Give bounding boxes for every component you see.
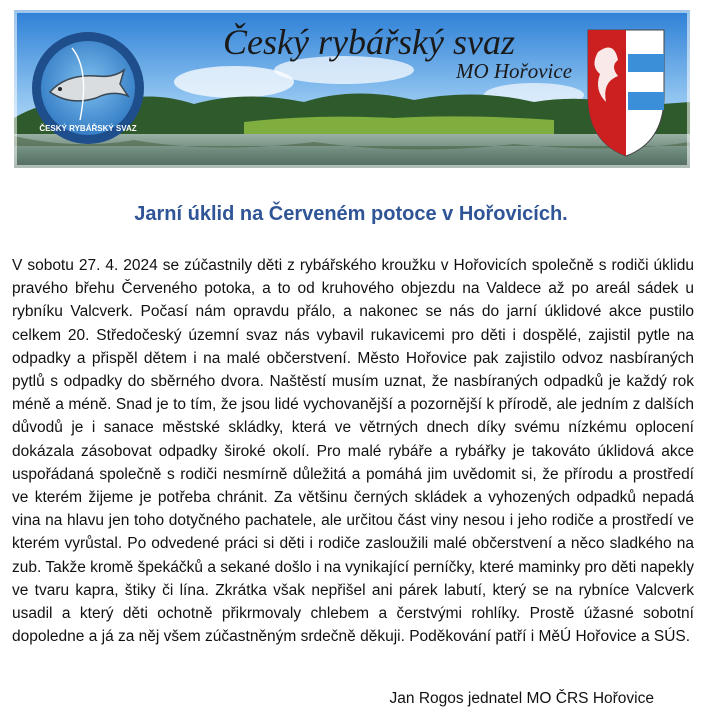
meadow — [244, 116, 554, 134]
logo-lettering: ČESKÝ RYBÁŘSKÝ SVAZ — [39, 124, 137, 133]
header-banner — [14, 10, 690, 168]
pond-water — [14, 134, 690, 168]
article-title: Jarní úklid na Červeném potoce v Hořovicích. — [134, 203, 568, 225]
header-title: Český rybářský svaz — [223, 22, 515, 62]
header-subtitle: MO Hořovice — [455, 59, 573, 83]
article-signature: Jan Rogos jednatel MO ČRS Hořovice — [389, 690, 654, 707]
article-body: V sobotu 27. 4. 2024 se zúčastnily děti z rybářského kroužku v Hořovicích společně s rodiči úklidu pravého břehu Červeného potoka, a to od kruhového objezdu na Valdece až po areál sádek u rybníku Valcverk. Počasí nám opravdu přálo, a nakonec se nás do jarní úklidové akce pustilo celkem 20. Středočeský územní svaz nás vybavil rukavicemi pro děti i dospělé, zajistil pytle na odpadky a přispěl dětem i na malé občerstvení. Město Hořovice pak zajistilo odvoz nasbíraných pytlů s odpadky do sběrného dvora. Naštěstí musím uznat, že nasbíraných odpadků je každý rok méně a méně. Snad je to tím, že jsou lidé vychovanější a pozornější k přírodě, ale jedním z dalších důvodů je i sanace městské skládky, která ve větrných dnech díky svému nízkému oplocení dokázala zásobovat odpadky široké okolí. Pro malé rybáře a rybářky je takováto úklidová akce uspořádaná společně s rodiči nesmírně důležitá a pomáhá jim uvědomit si, že přírodu a prostředí ve kterém žijeme je potřeba chránit. Za většinu černých skládek a vyhozených odpadků nepadá vina na hlavu jen toho dotyčného pachatele, ale určitou část viny nesou i jeho rodiče a prostředí ve kterém vyrůstal. Po odvedené práci si děti i rodiče zasloužili malé občerstvení a něco sladkého na zub. Takže kromě špekáčků a sekané došlo i na vynikající perníčky, které maminky pro děti napekly ve tvaru kapra, štiky či lína. Zkrátka však nepřišel ani párek labutí, který se na rybníce Valcverk usadil a který děti ochotně přikrmovaly chlebem a čerstvými rohlíky. Prostě úžasné sobotní dopoledne a já za něj všem zúčastněným srdečně děkuji. Poděkování patří i MěÚ Hořovice a SÚS. — [12, 257, 694, 646]
coat-of-arms-icon — [588, 30, 664, 156]
club-logo — [32, 32, 144, 144]
